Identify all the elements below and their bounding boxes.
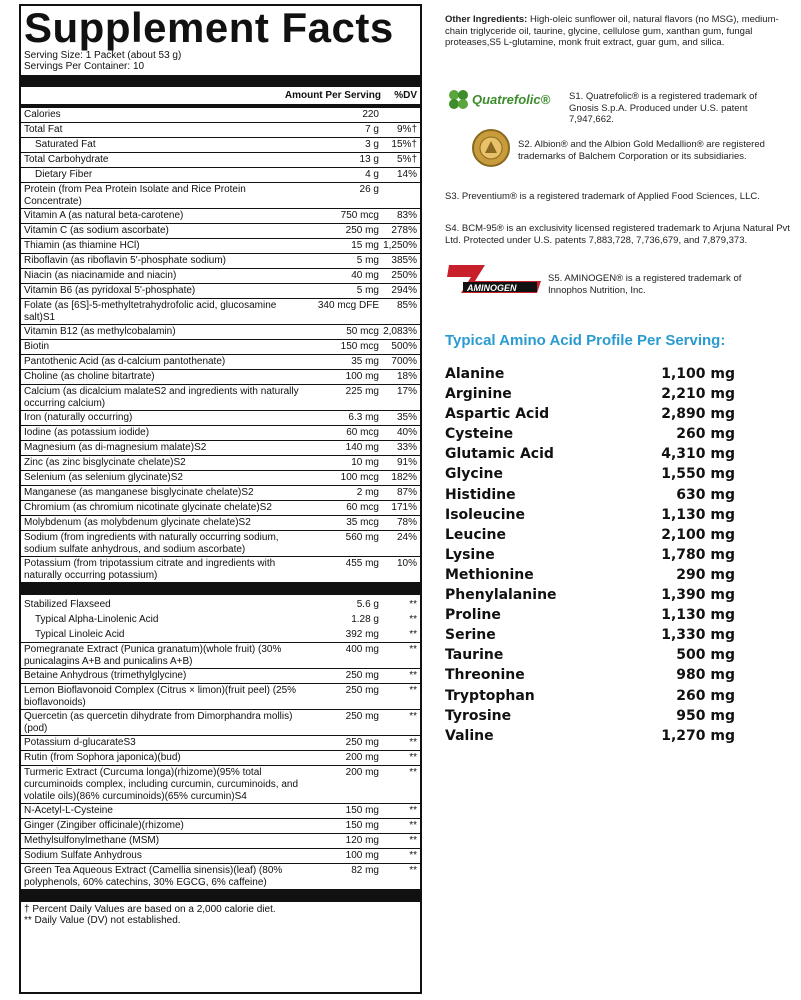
amino-name: Serine (445, 627, 496, 644)
row-amount: 100 mcg (340, 472, 379, 483)
facts-row (21, 766, 420, 804)
other-ingredients-text: High-oleic sunflower oil, natural flavors (no MSG), medium-chain triglyceride oil, taurine, glycine, cellulose gum, xanthan gum, fungal proteases,S5 L-glutamine, monk fruit extract, guar gum, and silica. (445, 14, 779, 48)
row-name: Dietary Fiber (35, 169, 93, 180)
row-dv: 15%† (391, 139, 417, 150)
row-dv: 33% (396, 442, 417, 453)
trademark-s1: S1. Quatrefolic® is a registered trademark of Gnosis S.p.A. Produced under U.S. patent 7,947,662. (569, 91, 758, 125)
amino-row (445, 585, 735, 605)
row-dv: 78% (396, 517, 417, 528)
row-name: Protein (from Pea Protein Isolate and Rice Protein Concentrate) (24, 184, 246, 207)
amino-acid-list (445, 364, 735, 746)
row-name: Typical Alpha-Linolenic Acid (35, 614, 159, 625)
row-name: Chromium (as chromium nicotinate glycinate chelate)S2 (24, 502, 272, 513)
facts-row (21, 598, 420, 613)
clover-icon (445, 86, 565, 116)
trademark-s3: S3. Preventium® is a registered trademark of Applied Food Sciences, LLC. (445, 191, 760, 202)
row-name: Methylsulfonylmethane (MSM) (24, 835, 160, 846)
row-amount: 5 mg (356, 285, 379, 296)
row-dv: ** (409, 850, 417, 861)
row-amount: 60 mcg (346, 502, 379, 513)
row-amount: 250 mg (345, 737, 379, 748)
row-amount: 2 mg (356, 487, 379, 498)
facts-row (21, 613, 420, 628)
amino-value: 500 mg (676, 647, 735, 664)
row-amount: 5 mg (356, 255, 379, 266)
facts-row (21, 123, 420, 138)
row-dv: ** (409, 711, 417, 722)
amino-name: Leucine (445, 526, 506, 543)
amino-row (445, 686, 735, 706)
row-amount: 200 mg (345, 752, 379, 763)
facts-row (21, 486, 420, 501)
amino-name: Glycine (445, 466, 503, 483)
row-dv: 40% (396, 427, 417, 438)
facts-row (21, 355, 420, 370)
row-amount: 250 mg (345, 225, 379, 236)
row-dv: 278% (391, 225, 417, 236)
facts-row (21, 224, 420, 239)
amino-name: Tryptophan (445, 687, 535, 704)
row-amount: 120 mg (345, 835, 379, 846)
amino-name: Histidine (445, 486, 516, 503)
row-name: N-Acetyl-L-Cysteine (24, 805, 113, 816)
row-dv: 10% (396, 558, 417, 569)
row-amount: 100 mg (345, 850, 379, 861)
facts-row (21, 819, 420, 834)
medallion-icon (471, 128, 511, 168)
trademark-s2: S2. Albion® and the Albion Gold Medallion® are registered trademarks of Balchem Corporation or its subsidiaries. (518, 139, 765, 162)
amino-name: Arginine (445, 386, 512, 403)
amino-row (445, 645, 735, 665)
row-amount: 13 g (359, 154, 379, 165)
amino-value: 2,890 mg (661, 406, 735, 423)
row-dv: 250% (391, 270, 417, 281)
facts-row (21, 325, 420, 340)
row-amount: 1.28 g (351, 614, 379, 625)
facts-row (21, 441, 420, 456)
row-amount: 35 mg (351, 356, 379, 367)
row-dv: 385% (391, 255, 417, 266)
serving-size: Serving Size: 1 Packet (about 53 g) (24, 50, 182, 61)
facts-row (21, 516, 420, 531)
row-dv: ** (409, 685, 417, 696)
row-amount: 250 mg (345, 711, 379, 722)
facts-row (21, 849, 420, 864)
nutrient-rows (21, 108, 420, 582)
facts-row (21, 239, 420, 254)
amino-value: 950 mg (676, 707, 735, 724)
row-amount: 560 mg (345, 532, 379, 543)
albion-medallion-logo (471, 128, 511, 168)
amino-row (445, 444, 735, 464)
row-name: Magnesium (as di-magnesium malate)S2 (24, 442, 207, 453)
supplement-facts-panel (19, 4, 422, 994)
facts-row (21, 557, 420, 582)
row-name: Quercetin (as quercetin dihydrate from Dimorphandra mollis)(pod) (24, 711, 293, 734)
row-dv: 2,083% (383, 326, 417, 337)
row-amount: 35 mcg (346, 517, 379, 528)
row-name: Ginger (Zingiber officinale)(rhizome) (24, 820, 184, 831)
facts-title: Supplement Facts (24, 4, 394, 51)
row-amount: 392 mg (345, 629, 379, 640)
amino-name: Threonine (445, 667, 525, 684)
amino-value: 1,780 mg (661, 546, 735, 563)
amino-name: Methionine (445, 566, 534, 583)
facts-row (21, 643, 420, 669)
facts-row (21, 834, 420, 849)
row-amount: 50 mcg (346, 326, 379, 337)
row-name: Vitamin A (as natural beta-carotene) (24, 210, 184, 221)
row-amount: 200 mg (345, 767, 379, 778)
row-amount: 220 (362, 109, 379, 120)
row-name: Vitamin C (as sodium ascorbate) (24, 225, 169, 236)
row-dv: 171% (391, 502, 417, 513)
amino-value: 1,270 mg (661, 727, 735, 744)
row-amount: 3 g (365, 139, 379, 150)
amino-name: Proline (445, 607, 501, 624)
row-amount: 40 mg (351, 270, 379, 281)
facts-row (21, 153, 420, 168)
row-amount: 100 mg (345, 371, 379, 382)
row-name: Rutin (from Sophora japonica)(bud) (24, 752, 181, 763)
facts-row (21, 628, 420, 643)
row-dv: 700% (391, 356, 417, 367)
amino-row (445, 726, 735, 746)
facts-row (21, 209, 420, 224)
amino-name: Lysine (445, 546, 495, 563)
row-dv: ** (409, 737, 417, 748)
amino-row (445, 424, 735, 444)
row-name: Green Tea Aqueous Extract (Camellia sinensis)(leaf) (80% polyphenols, 60% catechins, 30% EGCG, 6% caffeine) (24, 865, 283, 888)
thick-divider (21, 75, 420, 87)
row-amount: 15 mg (351, 240, 379, 251)
row-dv: ** (409, 752, 417, 763)
amino-profile-title: Typical Amino Acid Profile Per Serving: (445, 332, 726, 349)
amount-per-serving-header: Amount Per Serving (284, 90, 381, 101)
facts-row (21, 284, 420, 299)
row-name: Sodium Sulfate Anhydrous (24, 850, 142, 861)
amino-value: 4,310 mg (661, 446, 735, 463)
row-dv: ** (409, 865, 417, 876)
row-name: Selenium (as selenium glycinate)S2 (24, 472, 183, 483)
footnote-not-established: ** Daily Value (DV) not established. (24, 915, 181, 926)
amino-name: Alanine (445, 366, 505, 382)
amino-name: Glutamic Acid (445, 446, 554, 463)
aminogen-logo-text: AMINOGEN (467, 283, 517, 293)
row-dv: 294% (391, 285, 417, 296)
facts-row (21, 684, 420, 710)
amino-value: 290 mg (676, 566, 735, 583)
row-name: Potassium (from tripotassium citrate and ingredients with naturally occurring potassium) (24, 558, 276, 581)
row-dv: ** (409, 767, 417, 778)
facts-row (21, 426, 420, 441)
amino-row (445, 364, 735, 384)
dv-header: %DV (394, 90, 417, 101)
row-name: Pantothenic Acid (as d-calcium pantothenate) (24, 356, 226, 367)
row-dv: ** (409, 670, 417, 681)
quatrefolic-logo-text: Quatrefolic® (472, 92, 551, 107)
facts-row (21, 168, 420, 183)
aminogen-swoosh-icon (445, 263, 545, 297)
amino-name: Aspartic Acid (445, 406, 550, 423)
amino-row (445, 565, 735, 585)
amino-value: 1,130 mg (661, 607, 735, 624)
row-dv: ** (409, 629, 417, 640)
row-dv: ** (409, 644, 417, 655)
quatrefolic-logo (445, 86, 565, 116)
row-name: Vitamin B6 (as pyridoxal 5'-phosphate) (24, 285, 196, 296)
facts-row (21, 269, 420, 284)
amino-row (445, 485, 735, 505)
row-name: Zinc (as zinc bisglycinate chelate)S2 (24, 457, 186, 468)
row-dv: ** (409, 805, 417, 816)
row-dv: 1,250% (383, 240, 417, 251)
amino-value: 1,390 mg (661, 587, 735, 604)
row-dv: 14% (396, 169, 417, 180)
amino-value: 980 mg (676, 667, 735, 684)
amino-value: 260 mg (676, 687, 735, 704)
aminogen-logo (445, 263, 545, 297)
footnotes (21, 902, 420, 928)
facts-row (21, 501, 420, 516)
amino-name: Phenylalanine (445, 587, 557, 604)
facts-row (21, 804, 420, 819)
amino-value: 1,330 mg (661, 627, 735, 644)
amino-value: 1,100 mg (661, 366, 735, 382)
row-amount: 150 mg (345, 820, 379, 831)
row-amount: 250 mg (345, 685, 379, 696)
row-name: Lemon Bioflavonoid Complex (Citrus × limon)(fruit peel) (25% bioflavonoids) (24, 685, 297, 708)
row-amount: 10 mg (351, 457, 379, 468)
other-ingredients (445, 14, 790, 49)
row-amount: 5.6 g (356, 599, 379, 610)
row-name: Biotin (24, 341, 50, 352)
facts-header (21, 87, 420, 104)
row-dv: 18% (396, 371, 417, 382)
row-dv: 24% (396, 532, 417, 543)
facts-row (21, 340, 420, 355)
row-name: Pomegranate Extract (Punica granatum)(whole fruit) (30% punicalagins A+B and punicalins A+B) (24, 644, 282, 667)
amino-row (445, 464, 735, 484)
row-name: Turmeric Extract (Curcuma longa)(rhizome)(95% total curcuminoids complex, including curcumin, curcuminoids, and volatile oils)(86% curcuminoids)(65% curcumin)S4 (24, 767, 299, 802)
amino-value: 2,210 mg (661, 386, 735, 403)
row-dv: 85% (396, 300, 417, 311)
facts-row (21, 669, 420, 684)
facts-row (21, 299, 420, 325)
row-name: Calories (24, 109, 61, 120)
row-amount: 7 g (365, 124, 379, 135)
row-name: Iodine (as potassium iodide) (24, 427, 150, 438)
row-name: Typical Linoleic Acid (35, 629, 125, 640)
facts-row (21, 254, 420, 269)
amino-row (445, 404, 735, 424)
amino-row (445, 665, 735, 685)
trademark-s5: S5. AMINOGEN® is a registered trademark of Innophos Nutrition, Inc. (548, 273, 742, 296)
row-name: Sodium (from ingredients with naturally occurring sodium, sodium sulfate anhydrous, and sodium ascorbate) (24, 532, 279, 555)
row-dv: 500% (391, 341, 417, 352)
amino-row (445, 706, 735, 726)
facts-row (21, 183, 420, 209)
row-amount: 455 mg (345, 558, 379, 569)
amino-row (445, 605, 735, 625)
row-amount: 250 mg (345, 670, 379, 681)
row-name: Calcium (as dicalcium malateS2 and ingredients with naturally occurring calcium) (24, 386, 299, 409)
row-name: Total Fat (24, 124, 63, 135)
amino-row (445, 505, 735, 525)
row-dv: 17% (396, 386, 417, 397)
amino-row (445, 545, 735, 565)
row-dv: 83% (396, 210, 417, 221)
row-amount: 400 mg (345, 644, 379, 655)
row-name: Thiamin (as thiamine HCl) (24, 240, 140, 251)
amino-row (445, 625, 735, 645)
facts-row (21, 864, 420, 889)
row-name: Molybdenum (as molybdenum glycinate chelate)S2 (24, 517, 251, 528)
amino-name: Valine (445, 727, 494, 744)
row-dv: 5%† (396, 154, 417, 165)
row-dv: ** (409, 599, 417, 610)
row-name: Iron (naturally occurring) (24, 412, 133, 423)
row-dv: 9%† (396, 124, 417, 135)
thick-divider (21, 889, 420, 902)
amino-row (445, 384, 735, 404)
facts-row (21, 710, 420, 736)
row-dv: 87% (396, 487, 417, 498)
amino-value: 2,100 mg (661, 526, 735, 543)
row-amount: 150 mg (345, 805, 379, 816)
amino-name: Tyrosine (445, 707, 512, 724)
row-dv: 91% (396, 457, 417, 468)
facts-row (21, 370, 420, 385)
row-dv: ** (409, 820, 417, 831)
facts-row (21, 456, 420, 471)
facts-row (21, 385, 420, 411)
servings-per-container: Servings Per Container: 10 (24, 61, 145, 72)
amino-value: 1,550 mg (661, 466, 735, 483)
facts-row (21, 411, 420, 426)
footnote-dv: † Percent Daily Values are based on a 2,000 calorie diet. (24, 904, 276, 915)
thick-divider (21, 582, 420, 595)
row-name: Niacin (as niacinamide and niacin) (24, 270, 177, 281)
row-name: Betaine Anhydrous (trimethylglycine) (24, 670, 187, 681)
amino-value: 260 mg (676, 426, 735, 443)
row-amount: 26 g (359, 184, 379, 195)
facts-row (21, 531, 420, 557)
ingredient-rows (21, 595, 420, 889)
row-amount: 60 mcg (346, 427, 379, 438)
amino-value: 1,130 mg (661, 506, 735, 523)
row-name: Choline (as choline bitartrate) (24, 371, 155, 382)
amino-name: Taurine (445, 647, 504, 664)
row-dv: ** (409, 835, 417, 846)
row-amount: 140 mg (345, 442, 379, 453)
row-name: Saturated Fat (35, 139, 96, 150)
row-name: Potassium d-glucarateS3 (24, 737, 136, 748)
row-amount: 82 mg (351, 865, 379, 876)
row-name: Manganese (as manganese bisglycinate chelate)S2 (24, 487, 254, 498)
facts-row (21, 751, 420, 766)
other-ingredients-label: Other Ingredients: (445, 14, 528, 25)
trademark-s4: S4. BCM-95® is an exclusivity licensed registered trademark to Arjuna Natural Pvt Ltd. Protected under U.S. patents 7,883,728, 7,736,679, and 7,879,373. (445, 223, 790, 246)
row-dv: ** (409, 614, 417, 625)
facts-row (21, 471, 420, 486)
facts-row (21, 138, 420, 153)
row-amount: 750 mcg (340, 210, 379, 221)
row-name: Riboflavin (as riboflavin 5'-phosphate sodium) (24, 255, 227, 266)
row-amount: 225 mg (345, 386, 379, 397)
row-name: Total Carbohydrate (24, 154, 109, 165)
row-amount: 4 g (365, 169, 379, 180)
row-amount: 150 mcg (340, 341, 379, 352)
row-dv: 35% (396, 412, 417, 423)
amino-name: Isoleucine (445, 506, 525, 523)
amino-name: Cysteine (445, 426, 514, 443)
row-name: Stabilized Flaxseed (24, 599, 111, 610)
row-dv: 182% (391, 472, 417, 483)
amino-row (445, 525, 735, 545)
amino-value: 630 mg (676, 486, 735, 503)
row-name: Folate (as [6S]-5-methyltetrahydrofolic acid, glucosamine salt)S1 (24, 300, 277, 323)
row-amount: 340 mcg DFE (317, 300, 379, 311)
row-amount: 6.3 mg (348, 412, 379, 423)
row-name: Vitamin B12 (as methylcobalamin) (24, 326, 176, 337)
facts-row (21, 108, 420, 123)
facts-row (21, 736, 420, 751)
